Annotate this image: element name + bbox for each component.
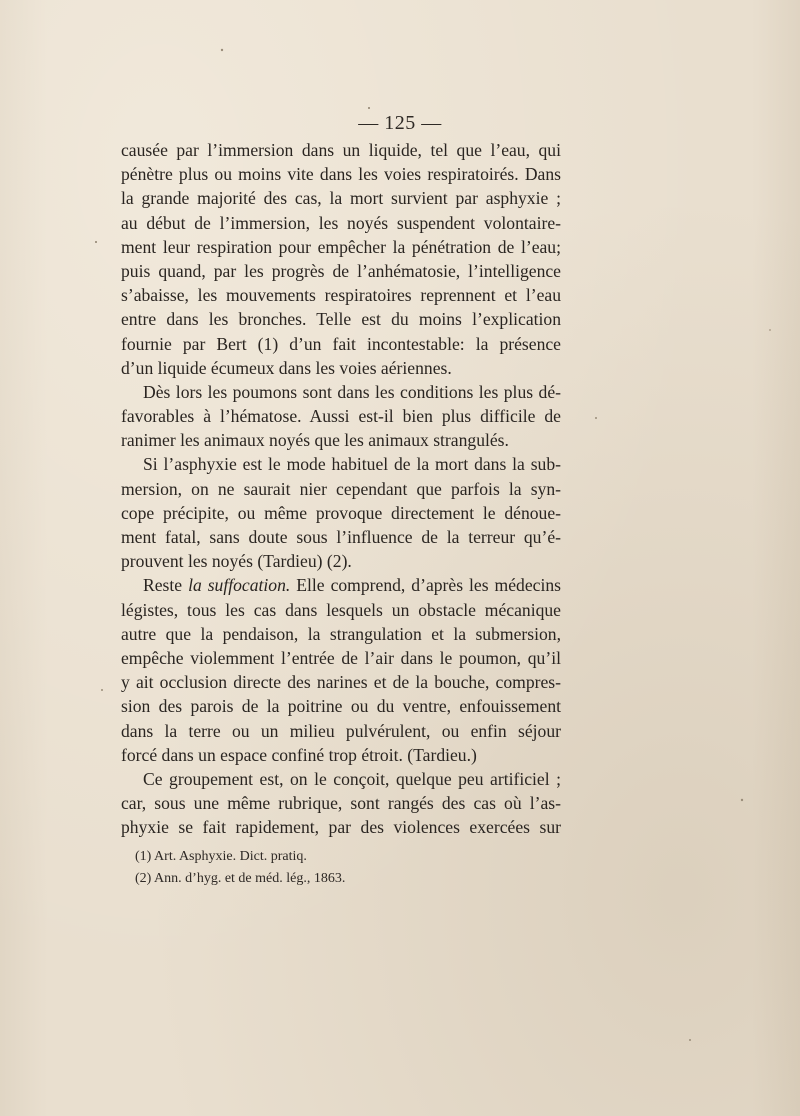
text-line: prouvent les noyés (Tardieu) (2). (121, 551, 352, 572)
text-line: la grande majorité des cas, la mort survient par asphyxie ; (121, 188, 561, 209)
text-line: entre dans les bronches. Telle est du moins l’explication (121, 309, 561, 330)
text-line: favorables à l’hématose. Aussi est-il bien plus difficile de (121, 406, 561, 427)
body-text (121, 138, 561, 839)
text-line: pénètre plus ou moins vite dans les voies respiratoirés. Dans (121, 164, 561, 185)
text-line: ranimer les animaux noyés que les animaux strangulés. (121, 430, 509, 451)
text-line: dans la terre ou un milieu pulvérulent, ou enfin séjour (121, 720, 561, 741)
text-line: s’abaisse, les mouvements respiratoires reprennent et l’eau (121, 285, 561, 306)
text-line: autre que la pendaison, la strangulation et la submersion, (121, 623, 561, 644)
text-line: forcé dans un espace confiné trop étroit. (Tardieu.) (121, 744, 477, 765)
page-number: — 125 — (358, 112, 442, 134)
footnote: (2) Ann. d’hyg. et de méd. lég., 1863. (135, 871, 346, 886)
text-line: causée par l’immersion dans un liquide, tel que l’eau, qui (121, 140, 561, 160)
text-line: y ait occlusion directe des narines et de la bouche, compres- (121, 672, 561, 693)
footnote: (1) Art. Asphyxie. Dict. pratiq. (135, 849, 307, 864)
text-line: phyxie se fait rapidement, par des violences exercées sur (121, 817, 561, 838)
text-line: car, sous une même rubrique, sont rangés des cas où l’as- (121, 793, 561, 814)
text-line: ment fatal, sans doute sous l’influence de la terreur qu’é- (121, 527, 561, 547)
text-line (121, 573, 561, 597)
italic-term: la suffocation. (188, 575, 291, 596)
text-line: Ce groupement est, on le conçoit, quelque peu artificiel ; (143, 768, 561, 789)
text-line: Dès lors les poumons sont dans les conditions les plus dé- (143, 381, 561, 402)
text-line-prefix: Reste (143, 575, 189, 596)
text-line: d’un liquide écumeux dans les voies aériennes. (121, 357, 452, 378)
text-line: au début de l’immersion, les noyés suspendent volontaire- (121, 212, 561, 233)
text-line-rest: Elle comprend, d’après les médecins (296, 575, 561, 596)
text-line: Si l’asphyxie est le mode habituel de la mort dans la sub- (143, 454, 561, 475)
text-line: empêche violemment l’entrée de l’air dans le poumon, qu’il (121, 647, 561, 668)
text-line: puis quand, par les progrès de l’anhématosie, l’intelligence (121, 260, 561, 281)
footnotes (135, 846, 555, 890)
text-line: fournie par Bert (1) d’un fait incontestable: la présence (121, 333, 561, 354)
text-line: ment leur respiration pour empêcher la pénétration de l’eau; (121, 236, 561, 257)
text-line: cope précipite, ou même provoque directement le dénoue- (121, 502, 561, 523)
text-line: sion des parois de la poitrine ou du ventre, enfouissement (121, 696, 561, 717)
text-line: mersion, on ne saurait nier cependant que parfois la syn- (121, 478, 561, 499)
text-line: légistes, tous les cas dans lesquels un obstacle mécanique (121, 599, 561, 620)
